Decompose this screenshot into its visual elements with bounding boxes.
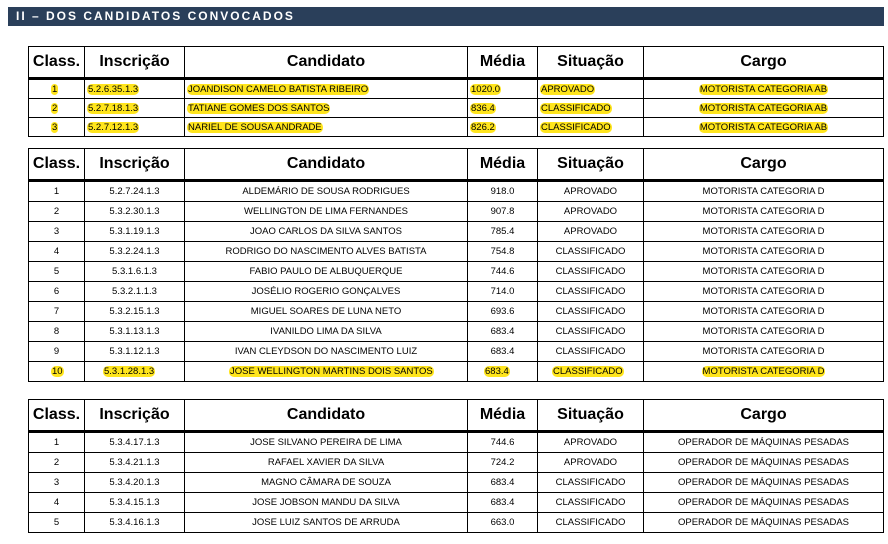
- cell-inscricao-text: 5.3.2.30.1.3: [109, 206, 160, 217]
- cell-situacao: [538, 242, 644, 262]
- table-header-row: [29, 149, 884, 181]
- cell-class-text: 4: [53, 497, 60, 508]
- table-row: [29, 342, 884, 362]
- cell-media-text: 663.0: [490, 517, 515, 528]
- cell-cargo-text: OPERADOR DE MÁQUINAS PESADAS: [677, 437, 850, 448]
- cell-cargo-text: MOTORISTA CATEGORIA D: [702, 366, 825, 377]
- cell-inscricao: [85, 118, 185, 137]
- cell-media: [468, 362, 538, 382]
- cell-situacao: [538, 118, 644, 137]
- table-header-row: [29, 47, 884, 79]
- cell-media: [468, 242, 538, 262]
- cell-situacao-text: CLASSIFICADO: [555, 246, 626, 257]
- table-header-row: [29, 400, 884, 432]
- cell-candidato-text: ALDEMÁRIO DE SOUSA RODRIGUES: [242, 186, 410, 197]
- cell-situacao: [538, 202, 644, 222]
- cell-inscricao-text: 5.3.1.19.1.3: [109, 226, 160, 237]
- table-body: [29, 181, 884, 382]
- cell-cargo: [644, 282, 884, 302]
- cell-cargo-text: OPERADOR DE MÁQUINAS PESADAS: [677, 477, 850, 488]
- col-header-media: Média: [468, 149, 538, 181]
- results-table-operador-maquinas: [28, 399, 884, 533]
- cell-cargo: [644, 322, 884, 342]
- cell-inscricao: [85, 99, 185, 118]
- cell-class-text: 8: [53, 326, 60, 337]
- cell-situacao: [538, 453, 644, 473]
- cell-candidato-text: IVAN CLEYDSON DO NASCIMENTO LUIZ: [234, 346, 418, 357]
- cell-inscricao: [85, 262, 185, 282]
- cell-candidato: [185, 302, 468, 322]
- cell-situacao-text: CLASSIFICADO: [555, 477, 626, 488]
- cell-class: [29, 99, 85, 118]
- cell-cargo: [644, 513, 884, 533]
- col-header-candidato: Candidato: [185, 149, 468, 181]
- col-header-media: Média: [468, 400, 538, 432]
- cell-candidato-text: RAFAEL XAVIER DA SILVA: [267, 457, 385, 468]
- cell-cargo-text: MOTORISTA CATEGORIA D: [702, 266, 825, 277]
- cell-inscricao: [85, 322, 185, 342]
- cell-cargo: [644, 222, 884, 242]
- col-header-candidato: Candidato: [185, 400, 468, 432]
- cell-class-text: 5: [53, 266, 60, 277]
- cell-media-text: 683.4: [490, 477, 515, 488]
- cell-media-text: 744.6: [490, 437, 515, 448]
- table-row: [29, 118, 884, 137]
- cell-class-text: 3: [53, 477, 60, 488]
- cell-situacao-text: CLASSIFICADO: [555, 326, 626, 337]
- cell-inscricao-text: 5.3.4.15.1.3: [109, 497, 160, 508]
- cell-candidato: [185, 493, 468, 513]
- cell-situacao-text: APROVADO: [541, 83, 595, 95]
- cell-class: [29, 181, 85, 202]
- table-row: [29, 432, 884, 453]
- cell-situacao: [538, 362, 644, 382]
- cell-candidato-text: FABIO PAULO DE ALBUQUERQUE: [249, 266, 403, 277]
- cell-candidato: [185, 99, 468, 118]
- cell-candidato-text: NARIEL DE SOUSA ANDRADE: [188, 121, 322, 133]
- cell-class: [29, 342, 85, 362]
- cell-class-text: 1: [53, 437, 60, 448]
- cell-candidato-text: IVANILDO LIMA DA SILVA: [270, 326, 382, 337]
- cell-situacao-text: CLASSIFICADO: [541, 121, 611, 133]
- table-body: [29, 79, 884, 137]
- cell-inscricao: [85, 181, 185, 202]
- cell-cargo: [644, 432, 884, 453]
- cell-inscricao: [85, 282, 185, 302]
- cell-class-text: 2: [52, 102, 58, 114]
- table-row: [29, 181, 884, 202]
- cell-situacao-text: CLASSIFICADO: [553, 366, 623, 377]
- cell-candidato-text: JOSE JOBSON MANDU DA SILVA: [252, 497, 400, 508]
- cell-media-text: 907.8: [490, 206, 515, 217]
- cell-class: [29, 222, 85, 242]
- cell-class: [29, 282, 85, 302]
- cell-media: [468, 342, 538, 362]
- cell-inscricao: [85, 342, 185, 362]
- table-row: [29, 282, 884, 302]
- col-header-inscricao: Inscrição: [85, 47, 185, 79]
- cell-media: [468, 222, 538, 242]
- cell-candidato-text: TATIANE GOMES DOS SANTOS: [188, 102, 330, 114]
- cell-situacao-text: CLASSIFICADO: [555, 286, 626, 297]
- cell-media-text: 693.6: [490, 306, 515, 317]
- cell-situacao: [538, 79, 644, 99]
- cell-situacao-text: APROVADO: [563, 226, 618, 237]
- table-row: [29, 473, 884, 493]
- cell-candidato: [185, 513, 468, 533]
- cell-candidato-text: RODRIGO DO NASCIMENTO ALVES BATISTA: [225, 246, 427, 257]
- cell-situacao: [538, 513, 644, 533]
- cell-situacao: [538, 262, 644, 282]
- cell-inscricao: [85, 79, 185, 99]
- cell-inscricao-text: 5.2.7.24.1.3: [109, 186, 160, 197]
- cell-inscricao-text: 5.3.4.16.1.3: [109, 517, 160, 528]
- cell-cargo: [644, 242, 884, 262]
- cell-cargo-text: MOTORISTA CATEGORIA D: [702, 326, 825, 337]
- cell-cargo-text: OPERADOR DE MÁQUINAS PESADAS: [677, 457, 850, 468]
- cell-inscricao: [85, 302, 185, 322]
- cell-class-text: 3: [52, 121, 58, 133]
- cell-inscricao: [85, 453, 185, 473]
- cell-cargo: [644, 302, 884, 322]
- cell-candidato: [185, 362, 468, 382]
- cell-cargo-text: MOTORISTA CATEGORIA AB: [699, 102, 828, 114]
- table-row: [29, 493, 884, 513]
- col-header-class: Class.: [29, 149, 85, 181]
- cell-media: [468, 453, 538, 473]
- cell-media: [468, 79, 538, 99]
- cell-situacao-text: CLASSIFICADO: [555, 266, 626, 277]
- cell-candidato-text: MAGNO CÂMARA DE SOUZA: [261, 477, 391, 488]
- cell-situacao: [538, 222, 644, 242]
- cell-cargo-text: MOTORISTA CATEGORIA D: [702, 346, 825, 357]
- cell-media: [468, 202, 538, 222]
- table-row: [29, 262, 884, 282]
- cell-cargo-text: MOTORISTA CATEGORIA D: [702, 306, 825, 317]
- col-header-cargo: Cargo: [644, 47, 884, 79]
- cell-inscricao-text: 5.3.1.12.1.3: [109, 346, 160, 357]
- cell-situacao-text: APROVADO: [563, 206, 618, 217]
- cell-cargo-text: MOTORISTA CATEGORIA D: [702, 186, 825, 197]
- cell-media-text: 826.2: [471, 121, 495, 133]
- col-header-cargo: Cargo: [644, 149, 884, 181]
- col-header-inscricao: Inscrição: [85, 400, 185, 432]
- cell-inscricao-text: 5.2.7.12.1.3: [88, 121, 139, 133]
- cell-candidato-text: JOSE LUIZ SANTOS DE ARRUDA: [252, 517, 400, 528]
- cell-media-text: 683.4: [490, 497, 515, 508]
- cell-situacao: [538, 282, 644, 302]
- cell-inscricao: [85, 493, 185, 513]
- cell-class-text: 10: [52, 366, 63, 377]
- cell-class: [29, 362, 85, 382]
- cell-candidato: [185, 282, 468, 302]
- cell-inscricao: [85, 202, 185, 222]
- table-row: [29, 322, 884, 342]
- col-header-inscricao: Inscrição: [85, 149, 185, 181]
- cell-media: [468, 181, 538, 202]
- cell-media: [468, 513, 538, 533]
- table-row: [29, 302, 884, 322]
- col-header-situacao: Situação: [538, 47, 644, 79]
- cell-candidato: [185, 222, 468, 242]
- cell-cargo-text: MOTORISTA CATEGORIA AB: [699, 121, 828, 133]
- cell-inscricao: [85, 473, 185, 493]
- cell-media-text: 754.8: [490, 246, 515, 257]
- cell-class-text: 6: [53, 286, 60, 297]
- cell-situacao-text: APROVADO: [563, 186, 618, 197]
- cell-class-text: 4: [53, 246, 60, 257]
- cell-candidato-text: MIGUEL SOARES DE LUNA NETO: [250, 306, 402, 317]
- cell-class: [29, 513, 85, 533]
- cell-situacao: [538, 181, 644, 202]
- cell-media-text: 683.4: [490, 326, 515, 337]
- cell-cargo: [644, 118, 884, 137]
- table-body: [29, 432, 884, 533]
- section-title: II – DOS CANDIDATOS CONVOCADOS: [8, 7, 884, 26]
- cell-candidato: [185, 342, 468, 362]
- cell-cargo-text: MOTORISTA CATEGORIA D: [702, 206, 825, 217]
- cell-media: [468, 282, 538, 302]
- cell-inscricao: [85, 362, 185, 382]
- cell-media-text: 724.2: [490, 457, 515, 468]
- cell-cargo-text: MOTORISTA CATEGORIA D: [702, 246, 825, 257]
- cell-candidato: [185, 79, 468, 99]
- cell-situacao: [538, 322, 644, 342]
- cell-candidato: [185, 453, 468, 473]
- cell-inscricao-text: 5.2.6.35.1.3: [88, 83, 139, 95]
- col-header-situacao: Situação: [538, 400, 644, 432]
- cell-situacao: [538, 493, 644, 513]
- cell-class: [29, 262, 85, 282]
- cell-cargo: [644, 493, 884, 513]
- cell-media: [468, 493, 538, 513]
- cell-situacao: [538, 302, 644, 322]
- cell-cargo-text: OPERADOR DE MÁQUINAS PESADAS: [677, 497, 850, 508]
- col-header-class: Class.: [29, 47, 85, 79]
- cell-candidato: [185, 242, 468, 262]
- cell-candidato: [185, 432, 468, 453]
- table-row: [29, 222, 884, 242]
- cell-candidato-text: JOSE WELLINGTON MARTINS DOIS SANTOS: [230, 366, 433, 377]
- cell-inscricao-text: 5.2.7.18.1.3: [88, 102, 139, 114]
- cell-inscricao-text: 5.3.2.15.1.3: [109, 306, 160, 317]
- cell-class-text: 2: [53, 206, 60, 217]
- table-row: [29, 242, 884, 262]
- cell-inscricao-text: 5.3.2.24.1.3: [109, 246, 160, 257]
- cell-class: [29, 473, 85, 493]
- cell-situacao-text: CLASSIFICADO: [555, 497, 626, 508]
- cell-situacao-text: APROVADO: [563, 457, 618, 468]
- cell-class: [29, 493, 85, 513]
- cell-class-text: 2: [53, 457, 60, 468]
- results-table-motorista-ab: [28, 46, 884, 137]
- cell-media-text: 785.4: [490, 226, 515, 237]
- cell-inscricao-text: 5.3.4.21.1.3: [109, 457, 160, 468]
- cell-media: [468, 302, 538, 322]
- cell-media: [468, 432, 538, 453]
- cell-situacao: [538, 342, 644, 362]
- cell-cargo: [644, 79, 884, 99]
- cell-inscricao-text: 5.3.1.13.1.3: [109, 326, 160, 337]
- cell-class-text: 1: [52, 83, 58, 95]
- cell-candidato-text: JOANDISON CAMELO BATISTA RIBEIRO: [188, 83, 369, 95]
- cell-candidato: [185, 322, 468, 342]
- cell-media: [468, 118, 538, 137]
- cell-situacao-text: APROVADO: [563, 437, 618, 448]
- cell-cargo: [644, 342, 884, 362]
- col-header-class: Class.: [29, 400, 85, 432]
- col-header-cargo: Cargo: [644, 400, 884, 432]
- cell-media: [468, 473, 538, 493]
- table-row: [29, 513, 884, 533]
- cell-cargo-text: MOTORISTA CATEGORIA D: [702, 286, 825, 297]
- cell-cargo: [644, 262, 884, 282]
- cell-cargo: [644, 202, 884, 222]
- cell-inscricao: [85, 432, 185, 453]
- col-header-media: Média: [468, 47, 538, 79]
- cell-class-text: 1: [53, 186, 60, 197]
- cell-inscricao: [85, 242, 185, 262]
- cell-candidato: [185, 473, 468, 493]
- cell-candidato: [185, 202, 468, 222]
- cell-inscricao-text: 5.3.2.1.1.3: [112, 286, 157, 297]
- cell-media-text: 744.6: [490, 266, 515, 277]
- table-row: [29, 453, 884, 473]
- table-row: [29, 79, 884, 99]
- cell-situacao-text: CLASSIFICADO: [555, 346, 626, 357]
- cell-class: [29, 322, 85, 342]
- cell-cargo: [644, 453, 884, 473]
- cell-inscricao-text: 5.3.1.28.1.3: [104, 366, 155, 377]
- cell-class: [29, 432, 85, 453]
- cell-cargo: [644, 99, 884, 118]
- cell-media-text: 918.0: [490, 186, 515, 197]
- cell-situacao: [538, 432, 644, 453]
- cell-candidato-text: JOAO CARLOS DA SILVA SANTOS: [249, 226, 403, 237]
- cell-media-text: 836.4: [471, 102, 495, 114]
- cell-candidato-text: JOSE SILVANO PEREIRA DE LIMA: [250, 437, 402, 448]
- cell-class-text: 7: [53, 306, 60, 317]
- cell-media: [468, 322, 538, 342]
- cell-candidato-text: WELLINGTON DE LIMA FERNANDES: [244, 206, 408, 217]
- col-header-candidato: Candidato: [185, 47, 468, 79]
- cell-class: [29, 202, 85, 222]
- cell-candidato: [185, 118, 468, 137]
- cell-media: [468, 99, 538, 118]
- cell-situacao-text: CLASSIFICADO: [541, 102, 611, 114]
- cell-media: [468, 262, 538, 282]
- cell-class: [29, 118, 85, 137]
- cell-inscricao: [85, 513, 185, 533]
- cell-class: [29, 242, 85, 262]
- cell-inscricao-text: 5.3.4.20.1.3: [109, 477, 160, 488]
- cell-class: [29, 79, 85, 99]
- cell-inscricao-text: 5.3.1.6.1.3: [112, 266, 157, 277]
- cell-cargo: [644, 181, 884, 202]
- cell-media-text: 714.0: [490, 286, 515, 297]
- cell-candidato: [185, 181, 468, 202]
- cell-class-text: 3: [53, 226, 60, 237]
- table-row: [29, 202, 884, 222]
- table-row: [29, 99, 884, 118]
- cell-class: [29, 302, 85, 322]
- cell-cargo: [644, 362, 884, 382]
- table-row: [29, 362, 884, 382]
- cell-cargo-text: MOTORISTA CATEGORIA D: [702, 226, 825, 237]
- cell-media-text: 1020.0: [471, 83, 501, 95]
- col-header-situacao: Situação: [538, 149, 644, 181]
- cell-class-text: 5: [53, 517, 60, 528]
- cell-cargo: [644, 473, 884, 493]
- cell-class: [29, 453, 85, 473]
- cell-candidato-text: JOSÉLIO ROGERIO GONÇALVES: [251, 286, 401, 297]
- cell-media-text: 683.4: [490, 346, 515, 357]
- cell-situacao: [538, 473, 644, 493]
- cell-situacao-text: CLASSIFICADO: [555, 306, 626, 317]
- results-table-motorista-d: [28, 148, 884, 382]
- cell-cargo-text: MOTORISTA CATEGORIA AB: [699, 83, 828, 95]
- cell-cargo-text: OPERADOR DE MÁQUINAS PESADAS: [677, 517, 850, 528]
- cell-situacao-text: CLASSIFICADO: [555, 517, 626, 528]
- cell-media-text: 683.4: [485, 366, 509, 377]
- cell-situacao: [538, 99, 644, 118]
- cell-candidato: [185, 262, 468, 282]
- cell-inscricao: [85, 222, 185, 242]
- cell-class-text: 9: [53, 346, 60, 357]
- cell-inscricao-text: 5.3.4.17.1.3: [109, 437, 160, 448]
